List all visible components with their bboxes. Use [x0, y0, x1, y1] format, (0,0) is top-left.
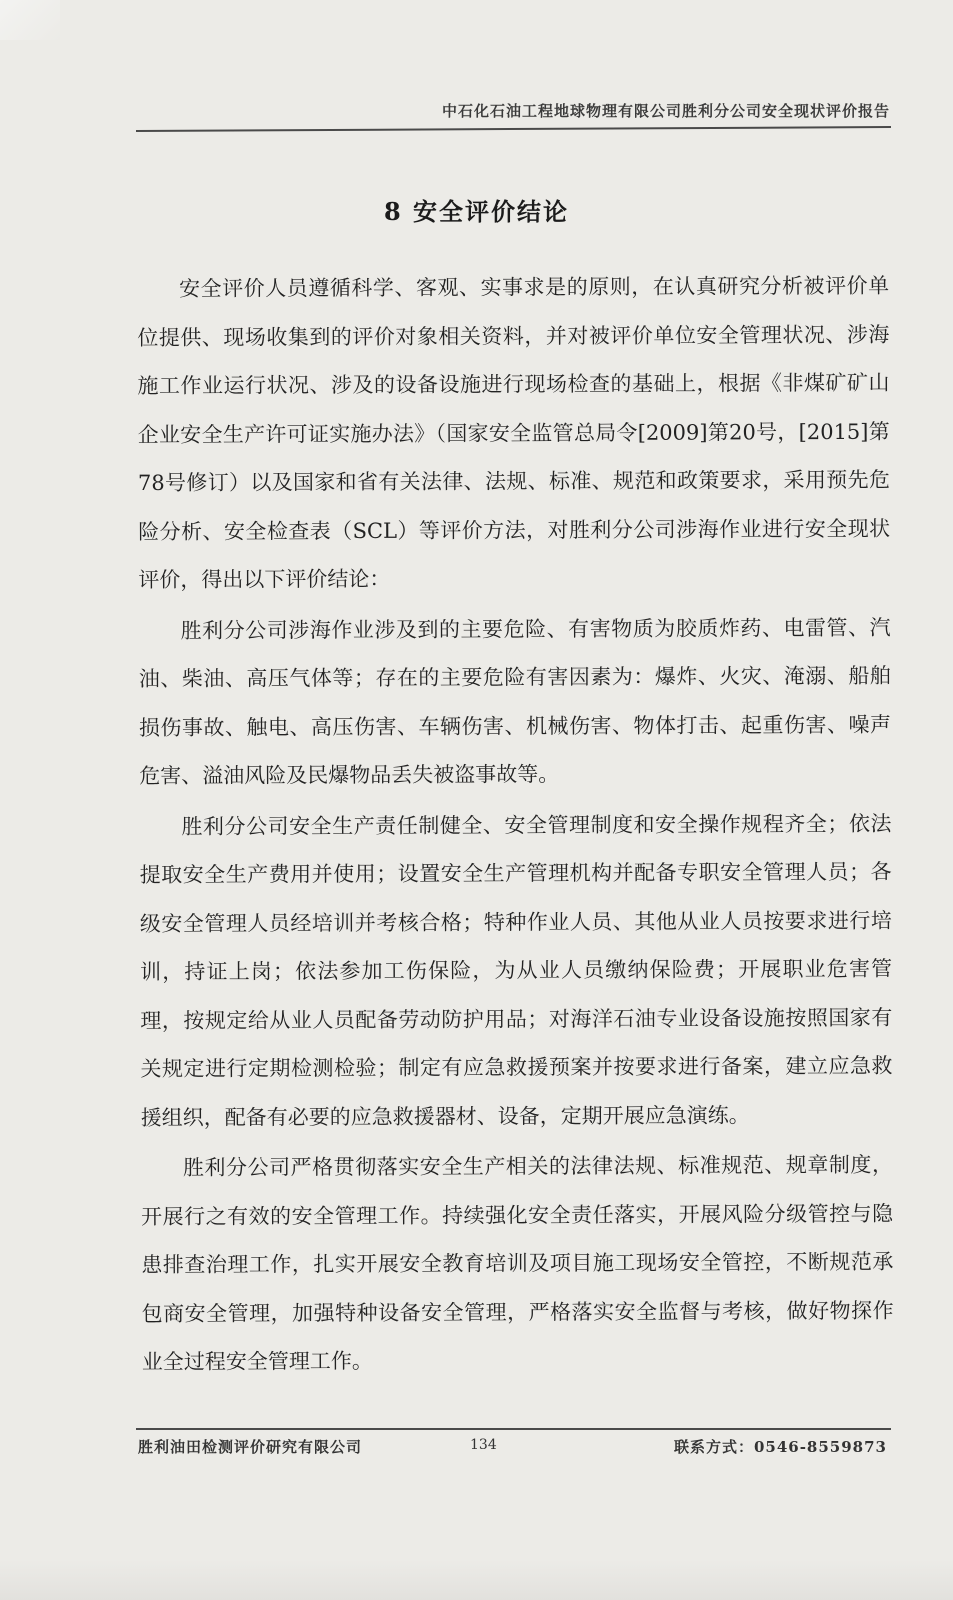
footer-rule — [136, 1428, 891, 1430]
running-header: 中石化石油工程地球物理有限公司胜利分公司安全现状评价报告 — [441, 102, 890, 120]
header-rule — [136, 126, 891, 132]
paragraph: 安全评价人员遵循科学、客观、实事求是的原则，在认真研究分析被评价单位提供、现场收集到的评价对象相关资料，并对被评价单位安全管理状况、涉海施工作业运行状况、涉及的设备设施进行现场检查的基础上，根据《非煤矿矿山企业安全生产许可证实施办法》（国家安全监管总局令[2009]第20号，[2015]第78号修订）以及国家和省有关法律、法规、标准、规范和政策要求，采用预先危险分析、安全检查表（SCL）等评价方法，对胜利分公司涉海作业进行安全现状评价，得出以下评价结论： — [137, 273, 891, 592]
footer-company: 胜利油田检测评价研究有限公司 — [138, 1438, 363, 1456]
page-number: 134 — [470, 1437, 497, 1453]
section-title: 8 安全评价结论 — [383, 197, 570, 226]
paragraph: 胜利分公司安全生产责任制健全、安全管理制度和安全操作规程齐全；依法提取安全生产费用并使用；设置安全生产管理机构并配备专职安全管理人员；各级安全管理人员经培训并考核合格；特种作业人员、其他从业人员按要求进行培训，持证上岗；依法参加工伤保险，为从业人员缴纳保险费；开展职业危害管理，按规定给从业人员配备劳动防护用品；对海洋石油专业设备设施按照国家有关规定进行定期检测检验；制定有应急救援预案并按要求进行备案，建立应急救援组织，配备有必要的应急救援器材、设备，定期开展应急演练。 — [139, 811, 893, 1130]
corner-blur — [0, 0, 60, 40]
body-text — [137, 262, 894, 1389]
paragraph: 胜利分公司涉海作业涉及到的主要危险、有害物质为胶质炸药、电雷管、汽油、柴油、高压气体等；存在的主要危险有害因素为：爆炸、火灾、淹溺、船舶损伤事故、触电、高压伤害、车辆伤害、机械伤害、物体打击、起重伤害、噪声危害、溢油风险及民爆物品丢失被盗事故等。 — [138, 615, 892, 788]
paragraph: 胜利分公司严格贯彻落实安全生产相关的法律法规、标准规范、规章制度，开展行之有效的安全管理工作。持续强化安全责任落实，开展风险分级管控与隐患排查治理工作，扎实开展安全教育培训及项目施工现场安全管控，不断规范承包商安全管理，加强特种设备安全管理，严格落实安全监督与考核，做好物探作业全过程安全管理工作。 — [141, 1152, 894, 1374]
bottom-shadow — [0, 1560, 953, 1600]
footer-contact: 联系方式：0546-8559873 — [673, 1438, 887, 1456]
